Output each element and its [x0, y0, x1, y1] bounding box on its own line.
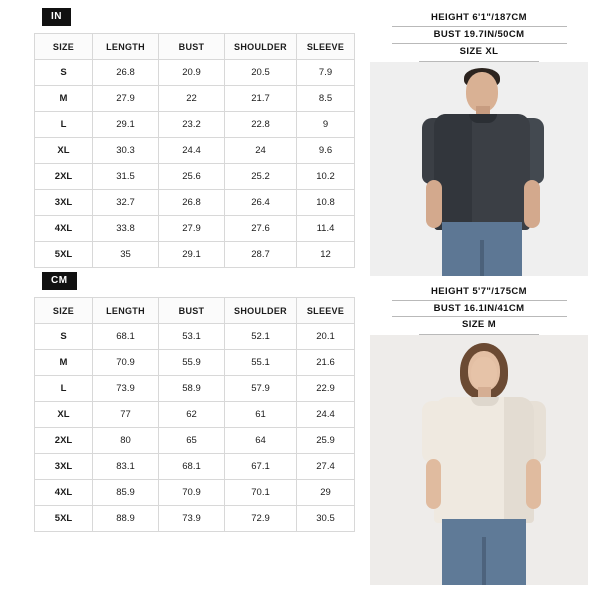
cell-size: 2XL	[35, 428, 93, 454]
column-header-shoulder: SHOULDER	[225, 298, 297, 324]
model-height-female: HEIGHT 5'7"/175CM	[392, 284, 567, 301]
cell-bust: 26.8	[159, 190, 225, 216]
cell-sleeve: 22.9	[297, 376, 355, 402]
cell-bust: 70.9	[159, 480, 225, 506]
cell-length: 32.7	[93, 190, 159, 216]
column-header-size: SIZE	[35, 34, 93, 60]
cell-bust: 68.1	[159, 454, 225, 480]
cell-sleeve: 10.8	[297, 190, 355, 216]
table-row	[35, 60, 355, 86]
table-row	[35, 216, 355, 242]
cell-length: 33.8	[93, 216, 159, 242]
cell-sleeve: 8.5	[297, 86, 355, 112]
model-bust-female: BUST 16.1IN/41CM	[392, 301, 567, 318]
table-header-row	[35, 34, 355, 60]
cell-shoulder: 57.9	[225, 376, 297, 402]
cell-size: XL	[35, 138, 93, 164]
cell-length: 29.1	[93, 112, 159, 138]
table-row	[35, 376, 355, 402]
cell-bust: 27.9	[159, 216, 225, 242]
cell-shoulder: 67.1	[225, 454, 297, 480]
cell-shoulder: 61	[225, 402, 297, 428]
cell-length: 73.9	[93, 376, 159, 402]
cell-size: L	[35, 112, 93, 138]
table-row	[35, 138, 355, 164]
cell-bust: 65	[159, 428, 225, 454]
cell-size: S	[35, 324, 93, 350]
cell-bust: 24.4	[159, 138, 225, 164]
cell-bust: 29.1	[159, 242, 225, 268]
column-header-sleeve: SLEEVE	[297, 34, 355, 60]
column-header-bust: BUST	[159, 34, 225, 60]
cell-shoulder: 64	[225, 428, 297, 454]
cell-shoulder: 52.1	[225, 324, 297, 350]
cell-sleeve: 30.5	[297, 506, 355, 532]
cell-length: 68.1	[93, 324, 159, 350]
model-arm-left	[426, 459, 441, 509]
column-header-shoulder: SHOULDER	[225, 34, 297, 60]
cell-sleeve: 20.1	[297, 324, 355, 350]
cell-sleeve: 11.4	[297, 216, 355, 242]
column-header-sleeve: SLEEVE	[297, 298, 355, 324]
model-measurements-female	[370, 282, 588, 336]
size-table-in	[34, 33, 355, 268]
cell-length: 80	[93, 428, 159, 454]
cell-length: 27.9	[93, 86, 159, 112]
column-header-length: LENGTH	[93, 34, 159, 60]
cell-bust: 53.1	[159, 324, 225, 350]
cell-sleeve: 9	[297, 112, 355, 138]
cell-sleeve: 9.6	[297, 138, 355, 164]
cell-shoulder: 26.4	[225, 190, 297, 216]
model-card-male	[370, 8, 588, 276]
cell-length: 35	[93, 242, 159, 268]
cell-size: XL	[35, 402, 93, 428]
cell-size: M	[35, 86, 93, 112]
table-row	[35, 350, 355, 376]
table-row	[35, 402, 355, 428]
cell-shoulder: 70.1	[225, 480, 297, 506]
model-size-female: SIZE M	[419, 317, 539, 335]
cell-length: 26.8	[93, 60, 159, 86]
cell-size: 3XL	[35, 454, 93, 480]
model-photo-female	[370, 335, 588, 585]
cell-bust: 73.9	[159, 506, 225, 532]
table-row	[35, 242, 355, 268]
table-row	[35, 190, 355, 216]
cell-bust: 62	[159, 402, 225, 428]
cell-bust: 58.9	[159, 376, 225, 402]
cell-shoulder: 25.2	[225, 164, 297, 190]
cell-size: M	[35, 350, 93, 376]
cell-length: 70.9	[93, 350, 159, 376]
cell-length: 31.5	[93, 164, 159, 190]
cell-bust: 22	[159, 86, 225, 112]
cell-bust: 55.9	[159, 350, 225, 376]
cell-sleeve: 12	[297, 242, 355, 268]
table-header-row	[35, 298, 355, 324]
model-card-female	[370, 282, 588, 586]
model-size-male: SIZE XL	[419, 44, 539, 62]
column-header-length: LENGTH	[93, 298, 159, 324]
cell-length: 88.9	[93, 506, 159, 532]
cell-length: 85.9	[93, 480, 159, 506]
cell-bust: 25.6	[159, 164, 225, 190]
size-table-cm	[34, 297, 355, 532]
cell-sleeve: 21.6	[297, 350, 355, 376]
table-row	[35, 164, 355, 190]
cell-sleeve: 7.9	[297, 60, 355, 86]
cell-shoulder: 27.6	[225, 216, 297, 242]
cell-sleeve: 24.4	[297, 402, 355, 428]
cell-shoulder: 20.5	[225, 60, 297, 86]
cell-shoulder: 55.1	[225, 350, 297, 376]
cell-shoulder: 72.9	[225, 506, 297, 532]
model-jeans-seam	[482, 537, 486, 585]
cell-sleeve: 27.4	[297, 454, 355, 480]
cell-size: 4XL	[35, 480, 93, 506]
cell-shoulder: 22.8	[225, 112, 297, 138]
model-measurements-male	[370, 8, 588, 62]
table-row	[35, 480, 355, 506]
cell-size: 2XL	[35, 164, 93, 190]
model-bust-male: BUST 19.7IN/50CM	[392, 27, 567, 44]
model-photos-column	[370, 8, 588, 592]
model-photo-male	[370, 62, 588, 276]
unit-badge-in: IN	[42, 8, 71, 26]
cell-shoulder: 24	[225, 138, 297, 164]
table-row	[35, 112, 355, 138]
cell-size: S	[35, 60, 93, 86]
cell-size: 4XL	[35, 216, 93, 242]
table-row	[35, 428, 355, 454]
size-tables-column	[10, 8, 360, 592]
model-jeans-seam	[480, 240, 484, 276]
cell-bust: 20.9	[159, 60, 225, 86]
cell-size: 5XL	[35, 506, 93, 532]
cell-length: 83.1	[93, 454, 159, 480]
cell-shoulder: 28.7	[225, 242, 297, 268]
cell-shoulder: 21.7	[225, 86, 297, 112]
cell-length: 77	[93, 402, 159, 428]
column-header-size: SIZE	[35, 298, 93, 324]
cell-sleeve: 10.2	[297, 164, 355, 190]
model-arm-right	[524, 180, 540, 228]
model-face	[471, 357, 497, 391]
cell-size: 5XL	[35, 242, 93, 268]
column-header-bust: BUST	[159, 298, 225, 324]
table-row	[35, 324, 355, 350]
cell-size: 3XL	[35, 190, 93, 216]
cell-sleeve: 25.9	[297, 428, 355, 454]
table-row	[35, 506, 355, 532]
model-arm-left	[426, 180, 442, 228]
cell-bust: 23.2	[159, 112, 225, 138]
table-row	[35, 86, 355, 112]
cell-length: 30.3	[93, 138, 159, 164]
model-height-male: HEIGHT 6'1"/187CM	[392, 10, 567, 27]
model-tshirt-collar	[469, 114, 497, 123]
cell-size: L	[35, 376, 93, 402]
unit-badge-cm: CM	[42, 272, 77, 290]
cell-sleeve: 29	[297, 480, 355, 506]
model-arm-right	[526, 459, 541, 509]
table-row	[35, 454, 355, 480]
